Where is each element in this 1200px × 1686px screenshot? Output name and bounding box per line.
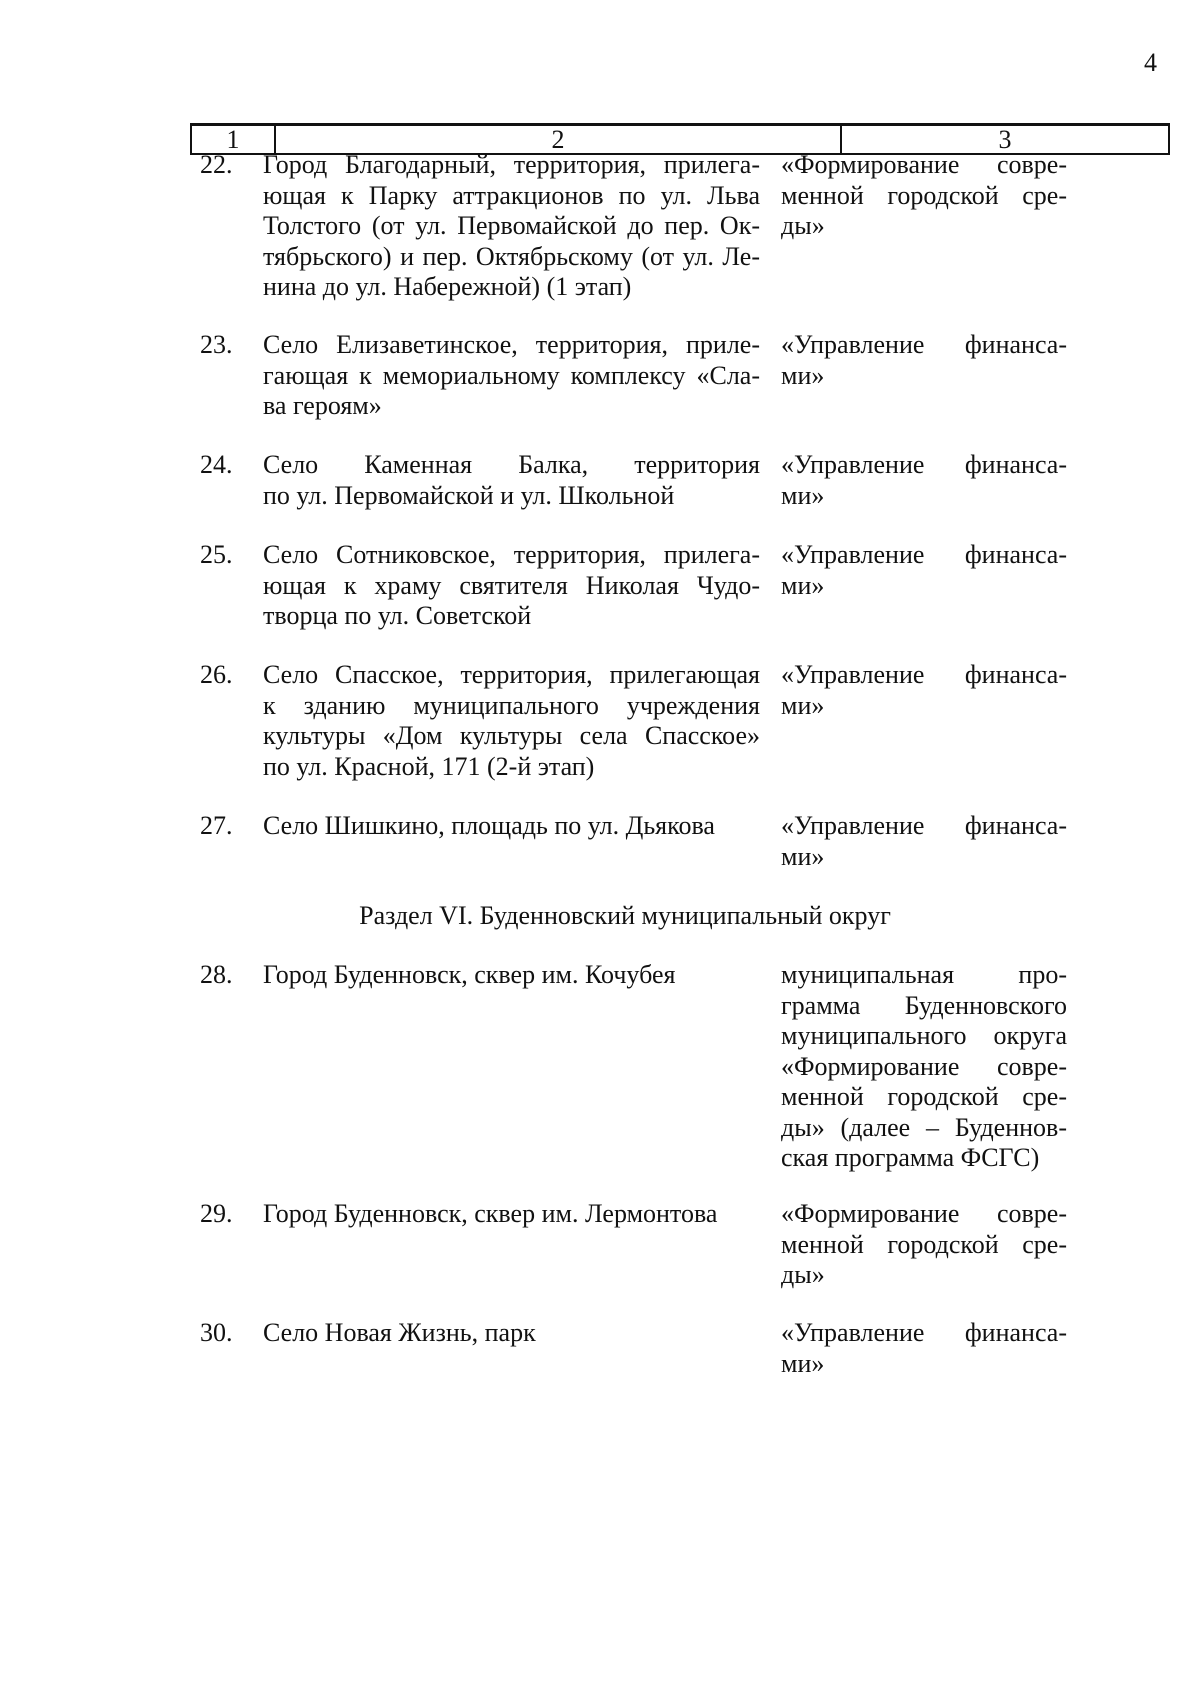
territory-name-line: Село Шишкино, площадь по ул. Дьякова — [263, 811, 715, 840]
row-number: 30. — [200, 1318, 233, 1347]
program-name — [781, 1199, 1067, 1291]
program-name-line: менной городской сре- — [781, 1082, 1067, 1111]
program-name-line: ды» — [781, 1260, 825, 1289]
row-number: 26. — [200, 660, 233, 689]
row-number: 29. — [200, 1199, 233, 1228]
program-name-line: ды» — [781, 211, 825, 240]
program-name-line: ми» — [781, 690, 825, 720]
territory-name-line: ющая к храму святителя Николая Чудо- — [263, 570, 760, 600]
program-name-line: грамма Буденновского — [781, 990, 1067, 1020]
program-name-line: «Управление финанса- — [781, 660, 1067, 689]
program-name-line: ми» — [781, 841, 825, 871]
program-name-line: муниципальная про- — [781, 960, 1067, 989]
program-name-line: ды» (далее – Буденнов- — [781, 1112, 1067, 1142]
program-name-line: менной городской сре- — [781, 180, 1067, 210]
territory-name — [263, 150, 760, 303]
territory-name — [263, 540, 760, 632]
territory-name-line: Село Елизаветинское, территория, приле- — [263, 330, 760, 359]
program-name-line: «Управление финанса- — [781, 330, 1067, 359]
row-number: 24. — [200, 450, 233, 479]
territory-name-line: Город Благодарный, территория, прилега- — [263, 150, 760, 179]
program-name-line: «Формирование совре- — [781, 1199, 1067, 1228]
territory-name-line: по ул. Красной, 171 (2-й этап) — [263, 751, 595, 781]
row-number: 23. — [200, 330, 233, 359]
program-name — [781, 540, 1067, 601]
program-name — [781, 960, 1067, 1174]
program-name — [781, 150, 1067, 242]
territory-name-line: Село Каменная Балка, территория — [263, 450, 760, 479]
territory-name-line: Толстого (от ул. Первомайской до пер. Ок- — [263, 211, 760, 240]
territory-name-line: нина до ул. Набережной) (1 этап) — [263, 272, 632, 301]
program-name-line: менной городской сре- — [781, 1229, 1067, 1259]
program-name-line: «Управление финанса- — [781, 811, 1067, 840]
territory-name-line: к зданию муниципального учреждения — [263, 690, 760, 720]
territory-name — [263, 1199, 760, 1230]
territory-name-line: гающая к мемориальному комплексу «Сла- — [263, 360, 760, 390]
header-col-1: 1 — [192, 126, 276, 153]
program-name-line: «Управление финанса- — [781, 1318, 1067, 1347]
territory-name-line: Село Сотниковское, территория, прилега- — [263, 540, 760, 569]
row-number: 28. — [200, 960, 233, 989]
header-col-2: 2 — [276, 126, 842, 153]
territory-name — [263, 330, 760, 422]
territory-name-line: творца по ул. Советской — [263, 601, 532, 630]
territory-name-line: Село Спасское, территория, прилегающая — [263, 660, 760, 689]
territory-name-line: Город Буденновск, сквер им. Лермонтова — [263, 1199, 718, 1228]
page-number: 4 — [1144, 48, 1157, 77]
territory-name — [263, 960, 760, 991]
program-name-line: ми» — [781, 1348, 825, 1378]
territory-name — [263, 660, 760, 782]
section-heading: Раздел VI. Буденновский муниципальный округ — [359, 901, 891, 930]
territory-name-line: ющая к Парку аттракционов по ул. Льва — [263, 180, 760, 210]
program-name-line: ми» — [781, 480, 825, 510]
territory-name-line: ва героям» — [263, 391, 382, 420]
row-number: 25. — [200, 540, 233, 569]
territory-name-line: культуры «Дом культуры села Спасское» — [263, 721, 760, 750]
territory-name-line: тябрьского) и пер. Октябрьскому (от ул. Ле- — [263, 241, 760, 271]
program-name-line: «Управление финанса- — [781, 540, 1067, 569]
program-name — [781, 450, 1067, 511]
territory-name — [263, 811, 760, 842]
territory-name — [263, 450, 760, 511]
territory-name-line: Село Новая Жизнь, парк — [263, 1318, 536, 1347]
territory-name-line: по ул. Первомайской и ул. Школьной — [263, 480, 675, 510]
program-name-line: «Формирование совре- — [781, 1051, 1067, 1081]
row-number: 22. — [200, 150, 233, 179]
header-col-3: 3 — [998, 124, 1012, 154]
program-name-line: «Управление финанса- — [781, 450, 1067, 479]
program-name — [781, 811, 1067, 872]
program-name — [781, 1318, 1067, 1379]
row-number: 27. — [200, 811, 233, 840]
program-name-line: муниципального округа — [781, 1021, 1067, 1050]
program-name — [781, 660, 1067, 721]
program-name-line: ская программа ФСГС) — [781, 1143, 1040, 1172]
program-name-line: ми» — [781, 360, 825, 390]
program-name-line: ми» — [781, 570, 825, 600]
program-name — [781, 330, 1067, 391]
territory-name-line: Город Буденновск, сквер им. Кочубея — [263, 960, 676, 989]
program-name-line: «Формирование совре- — [781, 150, 1067, 179]
territory-name — [263, 1318, 760, 1349]
